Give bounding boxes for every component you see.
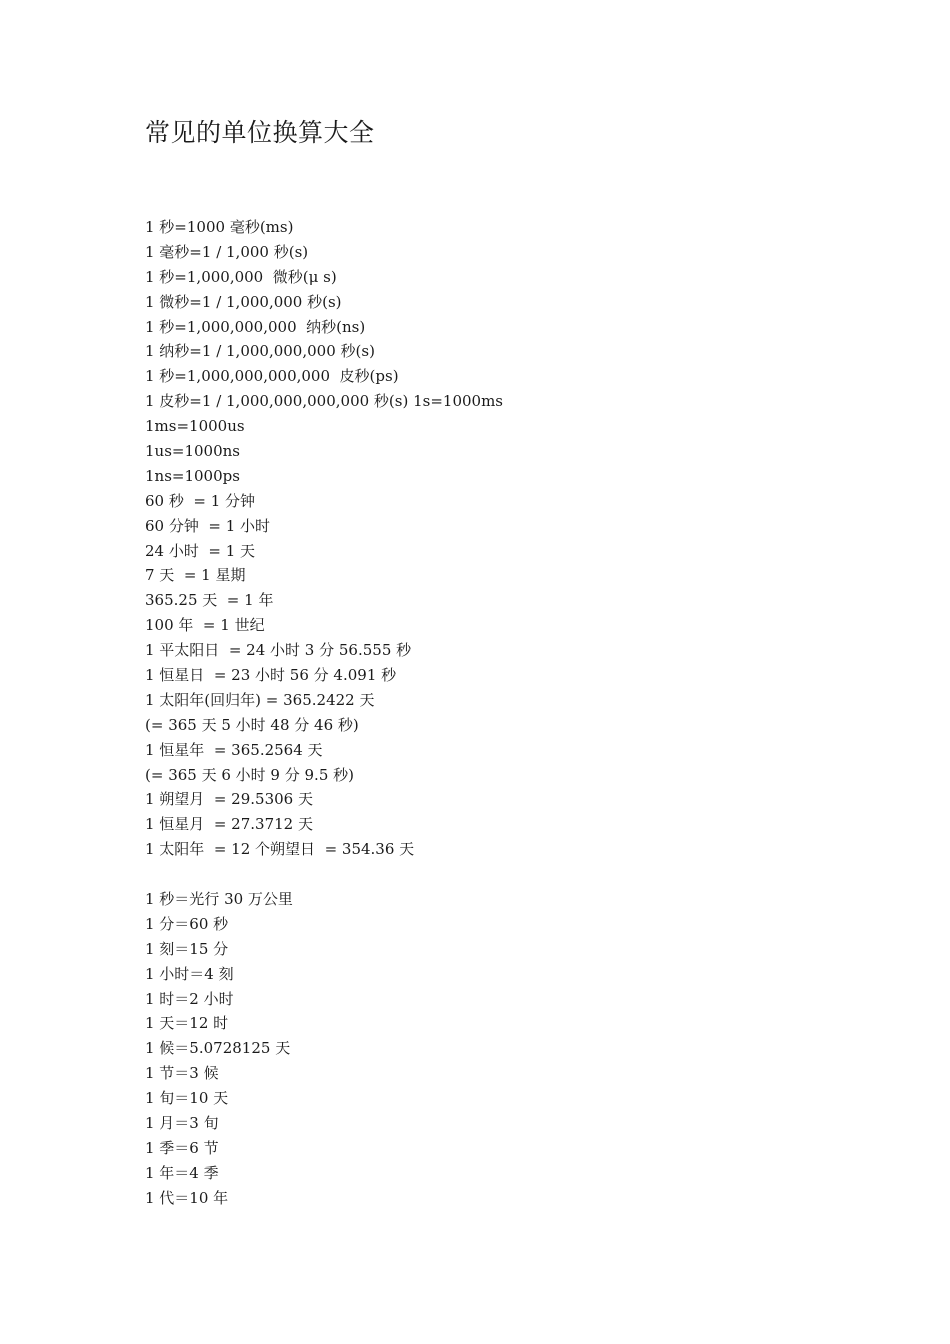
list-item: 1ns=1000ps: [145, 466, 240, 485]
list-item: (= 365 天 6 小时 9 分 9.5 秒): [145, 765, 354, 784]
list-item: 1 皮秒=1 / 1,000,000,000,000 秒(s) 1s=1000ms: [145, 392, 503, 411]
list-item: 1 年＝4 季: [145, 1163, 219, 1182]
list-item: 1 微秒=1 / 1,000,000 秒(s): [145, 292, 342, 311]
list-item: 1 恒星日 = 23 小时 56 分 4.091 秒: [145, 666, 397, 685]
list-item: 1 恒星月 = 27.3712 天: [145, 815, 313, 834]
list-item: 365.25 天 = 1 年: [145, 591, 274, 610]
list-item: 1 秒=1,000,000,000,000 皮秒(ps): [145, 367, 399, 386]
list-item: 1 季＝6 节: [145, 1138, 219, 1157]
list-item: 1 平太阳日 = 24 小时 3 分 56.555 秒: [145, 641, 412, 660]
list-item: 1 太阳年 = 12 个朔望日 = 354.36 天: [145, 840, 415, 859]
list-item: 1 候＝5.0728125 天: [145, 1039, 291, 1058]
list-item: (= 365 天 5 小时 48 分 46 秒): [145, 715, 359, 734]
list-item: 100 年 = 1 世纪: [145, 616, 265, 635]
traditional-time-units-list: [145, 887, 293, 1211]
list-item: 1 分＝60 秒: [145, 914, 229, 933]
list-item: 24 小时 = 1 天: [145, 541, 256, 560]
list-item: 1 秒＝光行 30 万公里: [145, 890, 293, 908]
list-item: 1 秒=1,000,000,000 纳秒(ns): [145, 317, 366, 336]
document-title: 常见的单位换算大全: [145, 118, 375, 147]
list-item: 1 天＝12 时: [145, 1014, 229, 1033]
list-item: 1 代＝10 年: [145, 1188, 229, 1207]
list-item: 1 时＝2 小时: [145, 989, 234, 1008]
list-item: 60 秒 = 1 分钟: [145, 491, 256, 510]
list-item: 1 秒=1,000,000 微秒(μ s): [145, 267, 337, 286]
list-item: 1 小时＝4 刻: [145, 964, 234, 983]
list-item: 1ms=1000us: [145, 417, 245, 436]
list-item: 7 天 = 1 星期: [145, 566, 246, 585]
time-units-list: [145, 215, 503, 862]
list-item: 1 节＝3 候: [145, 1064, 219, 1083]
list-item: 1 朔望月 = 29.5306 天: [145, 790, 313, 809]
list-item: 1us=1000ns: [145, 442, 241, 461]
list-item: 1 秒=1000 毫秒(ms): [145, 218, 294, 236]
list-item: 1 纳秒=1 / 1,000,000,000 秒(s): [145, 342, 375, 361]
list-item: 60 分钟 = 1 小时: [145, 516, 271, 535]
list-item: 1 月＝3 旬: [145, 1114, 219, 1133]
list-item: 1 恒星年 = 365.2564 天: [145, 740, 323, 759]
list-item: 1 太阳年(回归年) = 365.2422 天: [145, 690, 375, 709]
list-item: 1 旬＝10 天: [145, 1089, 229, 1108]
list-item: 1 刻＝15 分: [145, 939, 229, 958]
list-item: 1 毫秒=1 / 1,000 秒(s): [145, 242, 309, 261]
